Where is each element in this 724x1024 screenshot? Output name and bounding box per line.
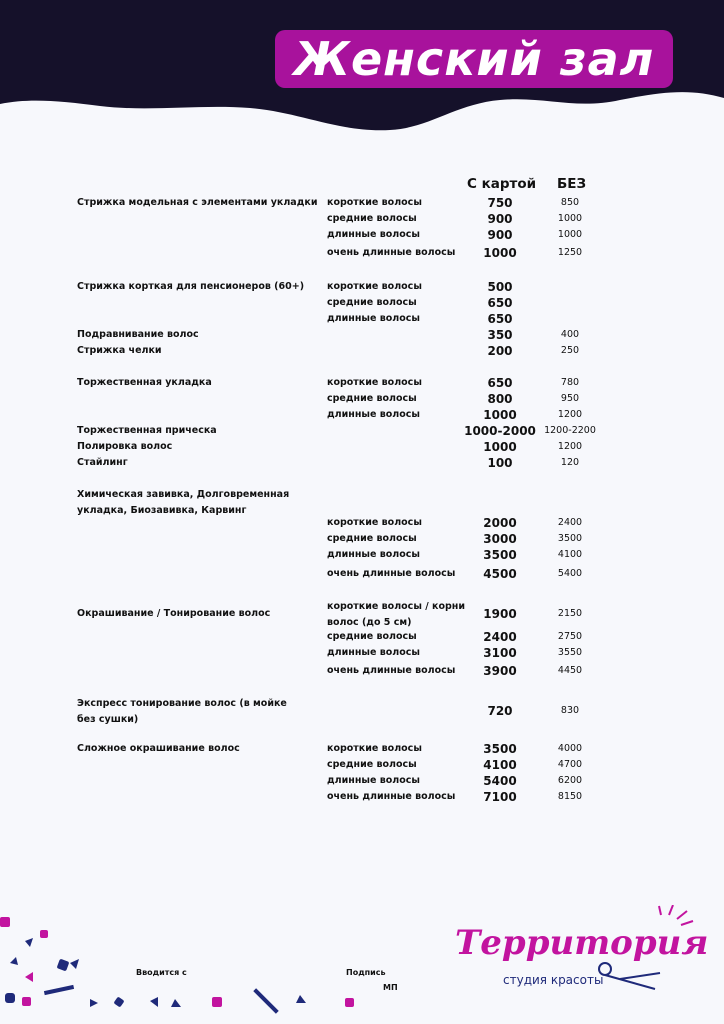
variant: короткие волосы / корни волос (до 5 см) xyxy=(327,601,465,628)
price-without: 950 xyxy=(560,393,580,404)
service-name: Экспресс тонирование волос (в мойке без сушки) xyxy=(77,698,287,725)
price-card: 800 xyxy=(487,392,513,406)
page-title: Женский зал xyxy=(293,32,655,86)
variant: средние волосы xyxy=(327,631,417,642)
price-without: 780 xyxy=(560,377,580,388)
price-card: 3500 xyxy=(483,742,517,756)
price-card: 3000 xyxy=(483,532,517,546)
price-card: 1000 xyxy=(483,246,517,260)
variant: очень длинные волосы xyxy=(327,247,456,258)
variant: короткие волосы xyxy=(327,743,422,754)
service-name: Полировка волос xyxy=(77,441,173,452)
price-without: 8150 xyxy=(557,791,583,802)
service-name: Окрашивание / Тонирование волос xyxy=(77,608,271,619)
stamp-label: МП xyxy=(383,983,398,992)
col-card-header: С картой xyxy=(467,176,537,192)
price-card: 7100 xyxy=(483,790,517,804)
service-name: Химическая завивка, Долговременная укладка, Биозавивка, Карвинг xyxy=(77,489,290,516)
price-without: 1200 xyxy=(557,409,583,420)
price-without: 4100 xyxy=(557,549,583,560)
price-card: 4500 xyxy=(483,567,517,581)
price-without: 400 xyxy=(560,329,580,340)
price-without: 1000 xyxy=(557,229,583,240)
price-without: 1200-2200 xyxy=(544,425,596,436)
price-card: 1900 xyxy=(483,607,517,621)
price-without: 4450 xyxy=(557,665,583,676)
variant: короткие волосы xyxy=(327,377,422,388)
price-card: 200 xyxy=(487,344,513,358)
variant: средние волосы xyxy=(327,297,417,308)
variant: короткие волосы xyxy=(327,197,422,208)
price-card: 2400 xyxy=(483,630,517,644)
price-without: 5400 xyxy=(557,568,583,579)
price-without: 2400 xyxy=(557,517,583,528)
variant: короткие волосы xyxy=(327,281,422,292)
variant: средние волосы xyxy=(327,213,417,224)
price-without: 1000 xyxy=(557,213,583,224)
price-without: 4000 xyxy=(557,743,583,754)
price-without: 3500 xyxy=(557,533,583,544)
price-card: 1000 xyxy=(483,408,517,422)
price-card: 500 xyxy=(487,280,513,294)
price-without: 850 xyxy=(560,197,580,208)
brand-logo xyxy=(455,905,709,1000)
service-name: Подравнивание волос xyxy=(77,329,199,340)
price-card: 1000-2000 xyxy=(464,424,536,438)
price-without: 1250 xyxy=(557,247,583,258)
service-name: Стрижка челки xyxy=(77,345,162,356)
service-name: Стайлинг xyxy=(77,457,128,468)
price-without: 3550 xyxy=(557,647,583,658)
col-without-header: БЕЗ xyxy=(557,176,587,192)
price-card: 3900 xyxy=(483,664,517,678)
price-card: 650 xyxy=(487,312,513,326)
variant: длинные волосы xyxy=(327,409,421,420)
price-card: 1000 xyxy=(483,440,517,454)
signature-label: Подпись xyxy=(346,968,386,977)
price-without: 6200 xyxy=(557,775,583,786)
price-without: 1200 xyxy=(557,441,583,452)
variant: очень длинные волосы xyxy=(327,665,456,676)
price-card: 2000 xyxy=(483,516,517,530)
variant: средние волосы xyxy=(327,759,417,770)
price-card: 5400 xyxy=(483,774,517,788)
price-without: 250 xyxy=(560,345,580,356)
price-card: 3500 xyxy=(483,548,517,562)
service-name: Стрижка модельная с элементами укладки xyxy=(77,197,318,208)
variant: средние волосы xyxy=(327,533,417,544)
price-without: 830 xyxy=(560,705,580,716)
price-without: 120 xyxy=(560,457,580,468)
price-card: 650 xyxy=(487,296,513,310)
price-card: 350 xyxy=(487,328,513,342)
price-card: 750 xyxy=(487,196,513,210)
variant: очень длинные волосы xyxy=(327,791,456,802)
service-name: Стрижка корткая для пенсионеров (60+) xyxy=(77,281,305,292)
price-card: 900 xyxy=(487,228,513,242)
variant: очень длинные волосы xyxy=(327,568,456,579)
logo-name: Территория xyxy=(455,923,709,963)
variant: средние волосы xyxy=(327,393,417,404)
price-card: 900 xyxy=(487,212,513,226)
price-card: 3100 xyxy=(483,646,517,660)
price-card: 100 xyxy=(487,456,513,470)
price-card: 720 xyxy=(487,704,513,718)
variant: длинные волосы xyxy=(327,549,421,560)
price-without: 4700 xyxy=(557,759,583,770)
service-name: Сложное окрашивание волос xyxy=(77,743,240,754)
variant: длинные волосы xyxy=(327,313,421,324)
price-without: 2150 xyxy=(557,608,583,619)
service-name: Торжественная прическа xyxy=(77,425,217,436)
price-without: 2750 xyxy=(557,631,583,642)
price-card: 4100 xyxy=(483,758,517,772)
variant: длинные волосы xyxy=(327,775,421,786)
confetti-decoration xyxy=(0,905,380,1024)
logo-subtitle: студия красоты xyxy=(503,973,604,987)
service-name: Торжественная укладка xyxy=(77,377,212,388)
variant: короткие волосы xyxy=(327,517,422,528)
variant: длинные волосы xyxy=(327,647,421,658)
price-card: 650 xyxy=(487,376,513,390)
variant: длинные волосы xyxy=(327,229,421,240)
introduced-label: Вводится с xyxy=(136,968,187,977)
